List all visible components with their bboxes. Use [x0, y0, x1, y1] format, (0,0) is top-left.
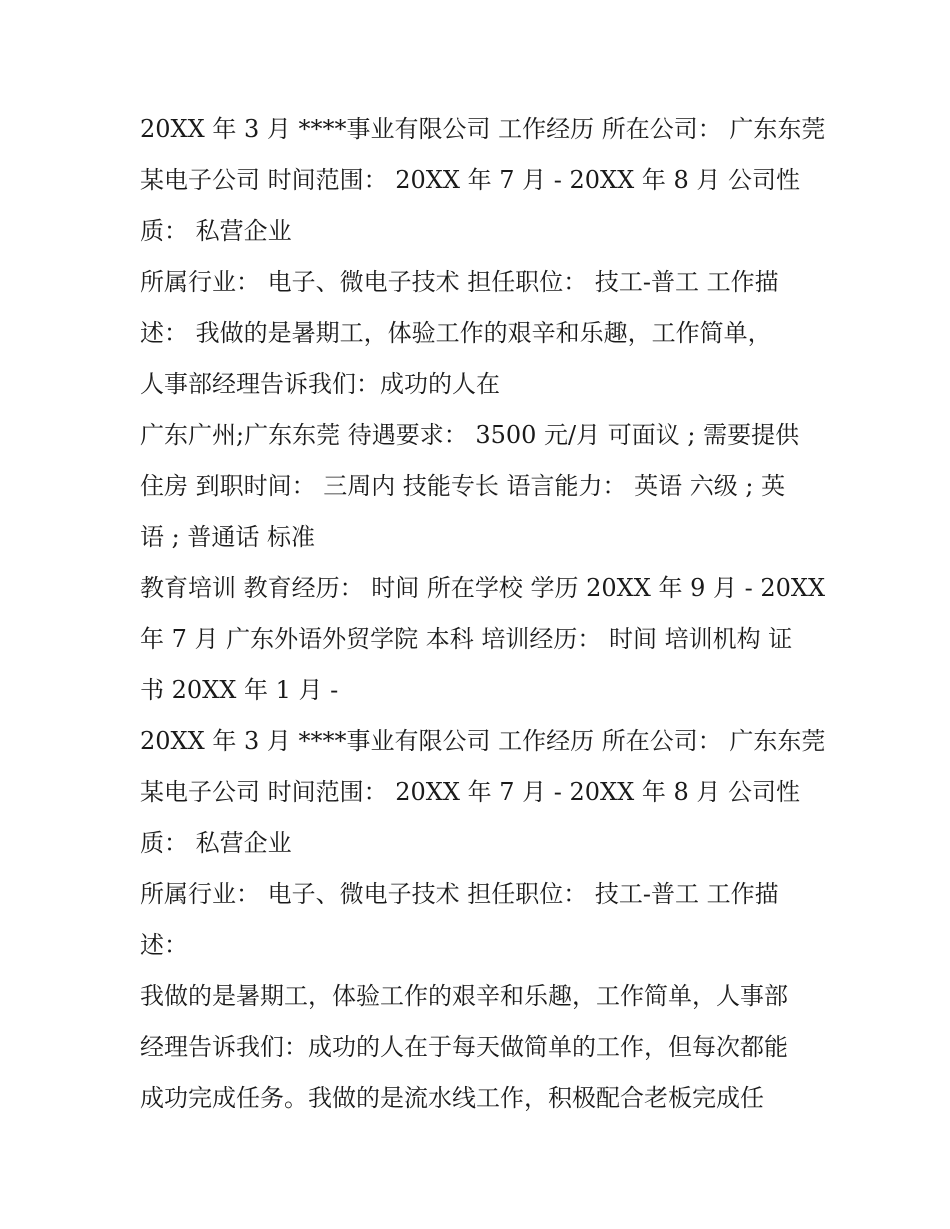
text-line: 教育培训 教育经历： 时间 所在学校 学历 20XX 年 9 月 - 20XX: [140, 574, 826, 602]
text-line: 书 20XX 年 1 月 -: [140, 676, 339, 704]
text-line: 我做的是暑期工，体验工作的艰辛和乐趣，工作简单，人事部: [140, 982, 788, 1010]
text-line: 住房 到职时间： 三周内 技能专长 语言能力： 英语 六级 ; 英: [140, 472, 786, 500]
text-line: 某电子公司 时间范围： 20XX 年 7 月 - 20XX 年 8 月 公司性: [140, 166, 800, 194]
text-line: 语 ; 普通话 标准: [140, 523, 315, 551]
text-line: 成功完成任务。我做的是流水线工作，积极配合老板完成任: [140, 1084, 764, 1112]
text-line: 质： 私营企业: [140, 829, 292, 857]
text-line: 20XX 年 3 月 ****事业有限公司 工作经历 所在公司： 广东东莞: [140, 115, 826, 143]
text-line: 所属行业： 电子、微电子技术 担任职位： 技工-普工 工作描: [140, 880, 779, 908]
text-line: 人事部经理告诉我们：成功的人在: [140, 370, 500, 398]
text-line: 述： 我做的是暑期工，体验工作的艰辛和乐趣，工作简单，: [140, 319, 772, 347]
text-line: 述：: [140, 931, 188, 959]
text-line: 年 7 月 广东外语外贸学院 本科 培训经历： 时间 培训机构 证: [140, 625, 793, 653]
text-line: 经理告诉我们：成功的人在于每天做简单的工作，但每次都能: [140, 1033, 788, 1061]
text-line: 所属行业： 电子、微电子技术 担任职位： 技工-普工 工作描: [140, 268, 779, 296]
text-line: 质： 私营企业: [140, 217, 292, 245]
text-line: 某电子公司 时间范围： 20XX 年 7 月 - 20XX 年 8 月 公司性: [140, 778, 800, 806]
text-line: 20XX 年 3 月 ****事业有限公司 工作经历 所在公司： 广东东莞: [140, 727, 826, 755]
document-body: [140, 104, 826, 1124]
text-line: 广东广州;广东东莞 待遇要求： 3500 元/月 可面议 ; 需要提供: [140, 421, 800, 449]
